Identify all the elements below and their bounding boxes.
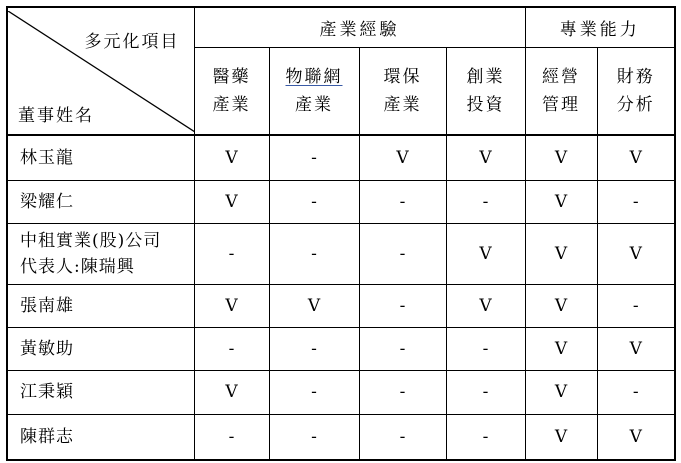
table-cell: - bbox=[359, 327, 446, 370]
table-cell: V bbox=[597, 327, 675, 370]
table-row bbox=[7, 327, 675, 370]
table-cell: V bbox=[525, 370, 597, 414]
table-cell: V bbox=[597, 223, 675, 284]
table-cell: V bbox=[525, 180, 597, 223]
table-cell: - bbox=[269, 414, 359, 460]
table-cell: - bbox=[359, 180, 446, 223]
table-cell: - bbox=[269, 135, 359, 180]
table-cell: V bbox=[446, 223, 525, 284]
table-cell: - bbox=[359, 223, 446, 284]
table-cell: V bbox=[446, 284, 525, 327]
table-cell: - bbox=[269, 180, 359, 223]
table-row bbox=[7, 180, 675, 223]
table-cell: - bbox=[597, 284, 675, 327]
director-name: 黃敏助 bbox=[7, 327, 194, 370]
table-cell: - bbox=[446, 327, 525, 370]
table-cell: V bbox=[194, 180, 269, 223]
table-cell: V bbox=[446, 135, 525, 180]
table-cell: - bbox=[359, 370, 446, 414]
table-cell: V bbox=[359, 135, 446, 180]
table-cell: - bbox=[446, 180, 525, 223]
table-cell: V bbox=[269, 284, 359, 327]
table-cell: - bbox=[359, 284, 446, 327]
table-cell: - bbox=[359, 414, 446, 460]
director-diversity-table bbox=[6, 6, 676, 461]
column-header-venture: 創業 投資 bbox=[446, 47, 525, 135]
table-cell: V bbox=[194, 135, 269, 180]
table-cell: V bbox=[194, 370, 269, 414]
column-header-iot: 物聯網 產業 bbox=[269, 47, 359, 135]
column-header-environment: 環保 產業 bbox=[359, 47, 446, 135]
director-name: 張南雄 bbox=[7, 284, 194, 327]
table-cell: V bbox=[525, 223, 597, 284]
table-cell: - bbox=[194, 327, 269, 370]
director-name: 梁耀仁 bbox=[7, 180, 194, 223]
table-cell: - bbox=[446, 414, 525, 460]
table-cell: - bbox=[597, 180, 675, 223]
table-cell: - bbox=[194, 223, 269, 284]
table-cell: - bbox=[269, 327, 359, 370]
table-cell: V bbox=[525, 135, 597, 180]
table-row bbox=[7, 370, 675, 414]
group-header-professional: 專業能力 bbox=[525, 7, 675, 47]
table-cell: - bbox=[269, 370, 359, 414]
director-name: 林玉龍 bbox=[7, 135, 194, 180]
table-cell: - bbox=[597, 370, 675, 414]
table-cell: - bbox=[269, 223, 359, 284]
table-cell: V bbox=[525, 284, 597, 327]
column-header-finance: 財務 分析 bbox=[597, 47, 675, 135]
table-row bbox=[7, 284, 675, 327]
director-name: 中租實業(股)公司 代表人:陳瑞興 bbox=[7, 223, 194, 284]
table-cell: V bbox=[525, 414, 597, 460]
table-cell: V bbox=[597, 414, 675, 460]
table-cell: V bbox=[525, 327, 597, 370]
column-header-management: 經營 管理 bbox=[525, 47, 597, 135]
table-row bbox=[7, 135, 675, 180]
director-name: 陳群志 bbox=[7, 414, 194, 460]
table-cell: V bbox=[194, 284, 269, 327]
table-cell: - bbox=[446, 370, 525, 414]
corner-label-names: 董事姓名 bbox=[18, 105, 94, 126]
director-name: 江秉穎 bbox=[7, 370, 194, 414]
column-header-pharma: 醫藥 產業 bbox=[194, 47, 269, 135]
corner-label-items: 多元化項目 bbox=[84, 31, 180, 52]
table-cell: - bbox=[194, 414, 269, 460]
table-row bbox=[7, 414, 675, 460]
table-row bbox=[7, 223, 675, 284]
group-header-industry: 產業經驗 bbox=[194, 7, 525, 47]
table-cell: V bbox=[597, 135, 675, 180]
header-corner-cell bbox=[7, 7, 194, 135]
